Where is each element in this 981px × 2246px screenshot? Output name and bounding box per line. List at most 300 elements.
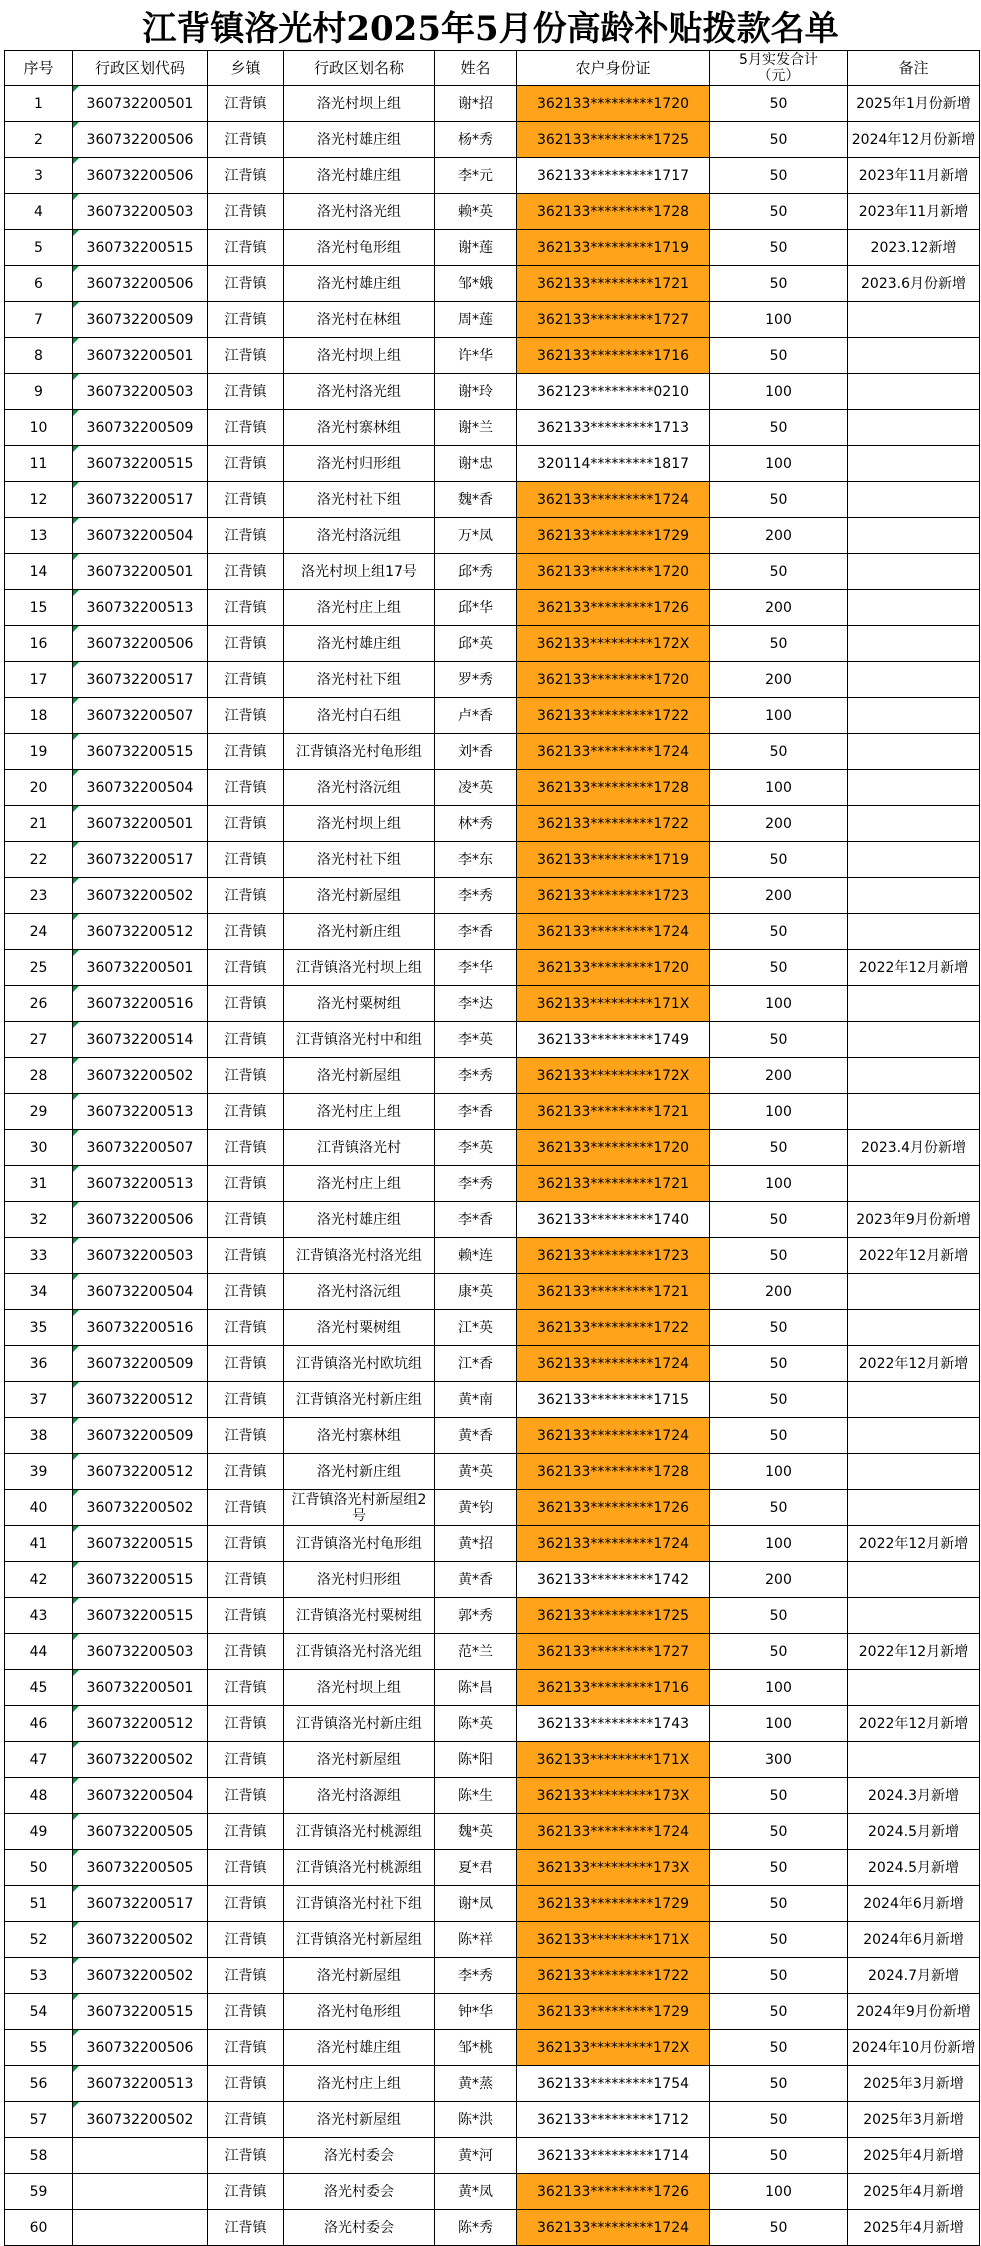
cell-region-name: 洛光村坝上组: [284, 86, 435, 122]
cell-name: 林*秀: [435, 806, 517, 842]
cell-region-name: 洛光村新庄组: [284, 914, 435, 950]
cell-note: [848, 1382, 980, 1418]
cell-amount: 100: [710, 1166, 848, 1202]
cell-id-card: 362133*********171X: [517, 1922, 710, 1958]
cell-serial: 11: [5, 446, 73, 482]
cell-region-name: 洛光村洛沅组: [284, 770, 435, 806]
cell-town: 江背镇: [208, 1958, 284, 1994]
cell-note: 2022年12月新增: [848, 1346, 980, 1382]
cell-amount: 200: [710, 1562, 848, 1598]
cell-region-code: 360732200509: [73, 410, 208, 446]
cell-town: 江背镇: [208, 1454, 284, 1490]
cell-name: 江*英: [435, 1310, 517, 1346]
cell-region-code: 360732200502: [73, 1058, 208, 1094]
cell-region-name: 洛光村雄庄组: [284, 626, 435, 662]
cell-amount: 50: [710, 1202, 848, 1238]
cell-region-name: 江背镇洛光村龟形组: [284, 1526, 435, 1562]
cell-id-card: 362133*********172X: [517, 2030, 710, 2066]
cell-name: 李*秀: [435, 1958, 517, 1994]
cell-town: 江背镇: [208, 158, 284, 194]
table-row: [5, 698, 980, 734]
cell-serial: 46: [5, 1706, 73, 1742]
cell-id-card: 362133*********1720: [517, 554, 710, 590]
cell-serial: 12: [5, 482, 73, 518]
cell-id-card: 362133*********1719: [517, 842, 710, 878]
cell-amount: 50: [710, 158, 848, 194]
cell-id-card: 362133*********1721: [517, 1094, 710, 1130]
cell-region-code: 360732200516: [73, 1310, 208, 1346]
cell-name: 凌*英: [435, 770, 517, 806]
table-row: [5, 626, 980, 662]
table-row: [5, 1058, 980, 1094]
cell-note: 2024.3月新增: [848, 1778, 980, 1814]
cell-name: 李*英: [435, 1130, 517, 1166]
cell-amount: 100: [710, 1706, 848, 1742]
cell-town: 江背镇: [208, 986, 284, 1022]
cell-region-name: 洛光村粟树组: [284, 986, 435, 1022]
cell-region-code: 360732200504: [73, 770, 208, 806]
cell-amount: 50: [710, 1958, 848, 1994]
cell-name: 李*元: [435, 158, 517, 194]
cell-town: 江背镇: [208, 1922, 284, 1958]
cell-note: [848, 1166, 980, 1202]
cell-serial: 2: [5, 122, 73, 158]
cell-name: 黄*南: [435, 1382, 517, 1418]
cell-region-code: 360732200502: [73, 878, 208, 914]
header-region-code: 行政区划代码: [73, 51, 208, 86]
cell-note: [848, 1418, 980, 1454]
cell-town: 江背镇: [208, 374, 284, 410]
cell-town: 江背镇: [208, 1562, 284, 1598]
cell-region-code: 360732200516: [73, 986, 208, 1022]
cell-region-code: 360732200513: [73, 590, 208, 626]
cell-amount: 100: [710, 1526, 848, 1562]
cell-town: 江背镇: [208, 1994, 284, 2030]
cell-region-code: 360732200503: [73, 1238, 208, 1274]
cell-id-card: 362133*********1729: [517, 1994, 710, 2030]
cell-id-card: 362133*********171X: [517, 1742, 710, 1778]
cell-town: 江背镇: [208, 122, 284, 158]
cell-town: 江背镇: [208, 1490, 284, 1526]
table-row: [5, 1850, 980, 1886]
cell-amount: 50: [710, 2066, 848, 2102]
cell-region-code: 360732200513: [73, 2066, 208, 2102]
table-row: [5, 1490, 980, 1526]
cell-name: 黄*凤: [435, 2174, 517, 2210]
subsidy-table: [4, 50, 980, 2246]
cell-town: 江背镇: [208, 302, 284, 338]
cell-name: 万*凤: [435, 518, 517, 554]
cell-region-name: 江背镇洛光村新屋组: [284, 1922, 435, 1958]
cell-name: 郭*秀: [435, 1598, 517, 1634]
cell-region-code: 360732200505: [73, 1814, 208, 1850]
cell-region-name: 洛光村雄庄组: [284, 158, 435, 194]
cell-town: 江背镇: [208, 482, 284, 518]
cell-amount: 50: [710, 1994, 848, 2030]
cell-region-name: 洛光村白石组: [284, 698, 435, 734]
cell-region-name: 江背镇洛光村龟形组: [284, 734, 435, 770]
cell-id-card: 362133*********1722: [517, 1310, 710, 1346]
cell-town: 江背镇: [208, 338, 284, 374]
cell-region-name: 洛光村庄上组: [284, 1094, 435, 1130]
cell-town: 江背镇: [208, 2066, 284, 2102]
cell-name: 邱*华: [435, 590, 517, 626]
cell-note: 2024年6月新增: [848, 1886, 980, 1922]
table-row: [5, 1526, 980, 1562]
table-row: [5, 2066, 980, 2102]
cell-amount: 200: [710, 590, 848, 626]
table-row: [5, 950, 980, 986]
cell-name: 康*英: [435, 1274, 517, 1310]
table-row: [5, 122, 980, 158]
cell-serial: 39: [5, 1454, 73, 1490]
cell-region-code: 360732200501: [73, 806, 208, 842]
cell-amount: 50: [710, 1922, 848, 1958]
cell-town: 江背镇: [208, 2174, 284, 2210]
table-row: [5, 1022, 980, 1058]
cell-note: [848, 806, 980, 842]
table-row: [5, 1922, 980, 1958]
cell-region-code: 360732200506: [73, 2030, 208, 2066]
table-row: [5, 806, 980, 842]
cell-region-name: 洛光村坝上组: [284, 806, 435, 842]
table-row: [5, 1778, 980, 1814]
cell-serial: 60: [5, 2210, 73, 2246]
cell-name: 陈*阳: [435, 1742, 517, 1778]
cell-note: [848, 626, 980, 662]
cell-name: 陈*生: [435, 1778, 517, 1814]
cell-town: 江背镇: [208, 410, 284, 446]
cell-name: 李*秀: [435, 1058, 517, 1094]
cell-name: 黄*香: [435, 1418, 517, 1454]
cell-id-card: 362133*********1726: [517, 2174, 710, 2210]
cell-amount: 200: [710, 1274, 848, 1310]
table-row: [5, 554, 980, 590]
cell-note: 2025年4月新增: [848, 2174, 980, 2210]
cell-region-name: 洛光村寨林组: [284, 1418, 435, 1454]
cell-serial: 10: [5, 410, 73, 446]
cell-serial: 54: [5, 1994, 73, 2030]
cell-region-code: 360732200514: [73, 1022, 208, 1058]
cell-region-name: 洛光村洛沅组: [284, 518, 435, 554]
cell-amount: 100: [710, 1094, 848, 1130]
cell-serial: 43: [5, 1598, 73, 1634]
cell-name: 李*英: [435, 1022, 517, 1058]
cell-id-card: 362133*********1725: [517, 122, 710, 158]
cell-region-code: 360732200512: [73, 1454, 208, 1490]
cell-serial: 59: [5, 2174, 73, 2210]
cell-serial: 19: [5, 734, 73, 770]
cell-amount: 50: [710, 842, 848, 878]
cell-note: [848, 1454, 980, 1490]
cell-town: 江背镇: [208, 1346, 284, 1382]
cell-note: 2024年10月份新增: [848, 2030, 980, 2066]
cell-region-name: 江背镇洛光村坝上组: [284, 950, 435, 986]
table-row: [5, 1706, 980, 1742]
cell-note: 2024.5月新增: [848, 1850, 980, 1886]
cell-amount: 50: [710, 230, 848, 266]
cell-region-name: 洛光村归形组: [284, 446, 435, 482]
cell-name: 邱*英: [435, 626, 517, 662]
cell-id-card: 362133*********1720: [517, 662, 710, 698]
cell-amount: 100: [710, 374, 848, 410]
cell-note: 2024年6月新增: [848, 1922, 980, 1958]
cell-note: 2022年12月新增: [848, 1526, 980, 1562]
cell-name: 赖*连: [435, 1238, 517, 1274]
cell-id-card: 362133*********1724: [517, 2210, 710, 2246]
cell-region-name: 洛光村庄上组: [284, 590, 435, 626]
cell-serial: 38: [5, 1418, 73, 1454]
cell-note: [848, 662, 980, 698]
cell-name: 赖*英: [435, 194, 517, 230]
table-row: [5, 2102, 980, 2138]
cell-note: [848, 1670, 980, 1706]
cell-town: 江背镇: [208, 1850, 284, 1886]
cell-note: 2025年1月份新增: [848, 86, 980, 122]
cell-amount: 50: [710, 1490, 848, 1526]
cell-id-card: 362133*********1743: [517, 1706, 710, 1742]
cell-id-card: 362133*********1742: [517, 1562, 710, 1598]
cell-serial: 35: [5, 1310, 73, 1346]
cell-amount: 50: [710, 482, 848, 518]
cell-name: 谢*忠: [435, 446, 517, 482]
cell-region-code: 360732200507: [73, 1130, 208, 1166]
cell-region-name: 洛光村社下组: [284, 662, 435, 698]
table-row: [5, 1886, 980, 1922]
cell-id-card: 362133*********1722: [517, 698, 710, 734]
cell-note: [848, 1058, 980, 1094]
cell-region-code: 360732200501: [73, 950, 208, 986]
cell-id-card: 362133*********1740: [517, 1202, 710, 1238]
table-row: [5, 1958, 980, 1994]
cell-region-name: 洛光村龟形组: [284, 1994, 435, 2030]
cell-name: 李*秀: [435, 878, 517, 914]
cell-region-name: 洛光村洛光组: [284, 194, 435, 230]
cell-serial: 25: [5, 950, 73, 986]
cell-name: 李*华: [435, 950, 517, 986]
cell-region-code: 360732200504: [73, 1778, 208, 1814]
cell-amount: 50: [710, 266, 848, 302]
cell-region-name: 洛光村新屋组: [284, 1058, 435, 1094]
cell-serial: 3: [5, 158, 73, 194]
table-row: [5, 662, 980, 698]
cell-town: 江背镇: [208, 806, 284, 842]
table-row: [5, 1238, 980, 1274]
cell-name: 夏*君: [435, 1850, 517, 1886]
cell-region-name: 洛光村归形组: [284, 1562, 435, 1598]
cell-amount: 100: [710, 446, 848, 482]
cell-id-card: 362133*********173X: [517, 1778, 710, 1814]
table-row: [5, 1670, 980, 1706]
cell-id-card: 362133*********1725: [517, 1598, 710, 1634]
cell-amount: 50: [710, 2102, 848, 2138]
cell-name: 范*兰: [435, 1634, 517, 1670]
cell-name: 钟*华: [435, 1994, 517, 2030]
table-row: [5, 734, 980, 770]
cell-region-name: 洛光村粟树组: [284, 1310, 435, 1346]
table-row: [5, 1346, 980, 1382]
cell-serial: 16: [5, 626, 73, 662]
cell-id-card: 362133*********1721: [517, 1166, 710, 1202]
cell-town: 江背镇: [208, 1814, 284, 1850]
cell-serial: 23: [5, 878, 73, 914]
cell-id-card: 362133*********1749: [517, 1022, 710, 1058]
cell-note: [848, 842, 980, 878]
cell-amount: 50: [710, 1850, 848, 1886]
cell-note: 2024年9月份新增: [848, 1994, 980, 2030]
cell-region-code: 360732200515: [73, 734, 208, 770]
cell-region-code: 360732200515: [73, 230, 208, 266]
cell-amount: 100: [710, 986, 848, 1022]
cell-note: [848, 374, 980, 410]
cell-note: 2023.12新增: [848, 230, 980, 266]
cell-amount: 100: [710, 302, 848, 338]
cell-name: 谢*凤: [435, 1886, 517, 1922]
table-row: [5, 266, 980, 302]
cell-serial: 14: [5, 554, 73, 590]
cell-town: 江背镇: [208, 1778, 284, 1814]
header-note: 备注: [848, 51, 980, 86]
cell-id-card: 362133*********172X: [517, 626, 710, 662]
cell-amount: 50: [710, 1634, 848, 1670]
cell-serial: 4: [5, 194, 73, 230]
cell-note: 2023.4月份新增: [848, 1130, 980, 1166]
cell-serial: 32: [5, 1202, 73, 1238]
cell-serial: 37: [5, 1382, 73, 1418]
cell-town: 江背镇: [208, 1166, 284, 1202]
table-row: [5, 86, 980, 122]
cell-name: 谢*兰: [435, 410, 517, 446]
table-row: [5, 2030, 980, 2066]
cell-name: 谢*招: [435, 86, 517, 122]
table-row: [5, 2210, 980, 2246]
cell-note: [848, 986, 980, 1022]
cell-amount: 50: [710, 1598, 848, 1634]
cell-region-name: 洛光村雄庄组: [284, 2030, 435, 2066]
cell-id-card: 362133*********1714: [517, 2138, 710, 2174]
cell-region-name: 洛光村新屋组: [284, 878, 435, 914]
cell-amount: 100: [710, 2174, 848, 2210]
cell-serial: 21: [5, 806, 73, 842]
cell-serial: 26: [5, 986, 73, 1022]
cell-serial: 22: [5, 842, 73, 878]
cell-id-card: 362133*********1724: [517, 1814, 710, 1850]
table-row: [5, 1994, 980, 2030]
cell-name: 李*达: [435, 986, 517, 1022]
cell-name: 李*香: [435, 1202, 517, 1238]
cell-amount: 100: [710, 1454, 848, 1490]
cell-region-name: 江背镇洛光村粟树组: [284, 1598, 435, 1634]
cell-region-name: 江背镇洛光村桃源组: [284, 1814, 435, 1850]
cell-region-code: 360732200517: [73, 482, 208, 518]
cell-serial: 41: [5, 1526, 73, 1562]
cell-name: 邱*秀: [435, 554, 517, 590]
cell-id-card: 362133*********1716: [517, 1670, 710, 1706]
cell-serial: 52: [5, 1922, 73, 1958]
cell-id-card: 362133*********1723: [517, 878, 710, 914]
cell-region-name: 洛光村坝上组: [284, 1670, 435, 1706]
cell-amount: 50: [710, 734, 848, 770]
cell-amount: 50: [710, 1310, 848, 1346]
cell-id-card: 362133*********1713: [517, 410, 710, 446]
cell-serial: 6: [5, 266, 73, 302]
cell-name: 罗*秀: [435, 662, 517, 698]
table-row: [5, 482, 980, 518]
cell-serial: 34: [5, 1274, 73, 1310]
cell-town: 江背镇: [208, 1418, 284, 1454]
cell-id-card: 362133*********1723: [517, 1238, 710, 1274]
cell-town: 江背镇: [208, 1274, 284, 1310]
cell-note: 2022年12月新增: [848, 1706, 980, 1742]
cell-serial: 15: [5, 590, 73, 626]
cell-note: 2022年12月新增: [848, 950, 980, 986]
header-town: 乡镇: [208, 51, 284, 86]
cell-region-code: 360732200515: [73, 1562, 208, 1598]
table-row: [5, 302, 980, 338]
cell-region-code: 360732200515: [73, 1598, 208, 1634]
cell-region-code: 360732200506: [73, 158, 208, 194]
cell-note: 2022年12月新增: [848, 1238, 980, 1274]
cell-name: 陈*祥: [435, 1922, 517, 1958]
cell-serial: 28: [5, 1058, 73, 1094]
cell-region-name: 江背镇洛光村桃源组: [284, 1850, 435, 1886]
cell-region-name: 洛光村龟形组: [284, 230, 435, 266]
cell-note: 2022年12月新增: [848, 1634, 980, 1670]
table-row: [5, 518, 980, 554]
cell-note: 2025年4月新增: [848, 2210, 980, 2246]
cell-name: 魏*香: [435, 482, 517, 518]
cell-town: 江背镇: [208, 554, 284, 590]
cell-region-code: 360732200512: [73, 914, 208, 950]
cell-town: 江背镇: [208, 2030, 284, 2066]
cell-region-name: 洛光村坝上组17号: [284, 554, 435, 590]
cell-note: [848, 590, 980, 626]
cell-serial: 58: [5, 2138, 73, 2174]
cell-serial: 13: [5, 518, 73, 554]
cell-note: [848, 734, 980, 770]
cell-id-card: 362133*********1721: [517, 266, 710, 302]
cell-note: [848, 1562, 980, 1598]
cell-id-card: 362133*********1720: [517, 86, 710, 122]
cell-id-card: 362133*********1729: [517, 1886, 710, 1922]
cell-region-code: 360732200501: [73, 554, 208, 590]
cell-region-code: 360732200505: [73, 1850, 208, 1886]
table-row: [5, 1310, 980, 1346]
table-body: [5, 86, 980, 2246]
cell-region-name: 江背镇洛光村新庄组: [284, 1382, 435, 1418]
cell-amount: 50: [710, 1346, 848, 1382]
cell-note: 2024年12月份新增: [848, 122, 980, 158]
cell-amount: 100: [710, 1670, 848, 1706]
cell-region-name: 洛光村寨林组: [284, 410, 435, 446]
cell-town: 江背镇: [208, 2210, 284, 2246]
cell-town: 江背镇: [208, 1742, 284, 1778]
cell-region-code: [73, 2138, 208, 2174]
table-row: [5, 1562, 980, 1598]
cell-region-name: 洛光村新庄组: [284, 1454, 435, 1490]
cell-note: [848, 482, 980, 518]
cell-town: 江背镇: [208, 1130, 284, 1166]
cell-name: 陈*昌: [435, 1670, 517, 1706]
cell-serial: 48: [5, 1778, 73, 1814]
cell-town: 江背镇: [208, 1310, 284, 1346]
cell-region-code: 360732200502: [73, 2102, 208, 2138]
cell-region-code: 360732200501: [73, 86, 208, 122]
cell-name: 黄*英: [435, 1454, 517, 1490]
cell-amount: 100: [710, 770, 848, 806]
cell-note: [848, 554, 980, 590]
cell-region-code: 360732200501: [73, 1670, 208, 1706]
